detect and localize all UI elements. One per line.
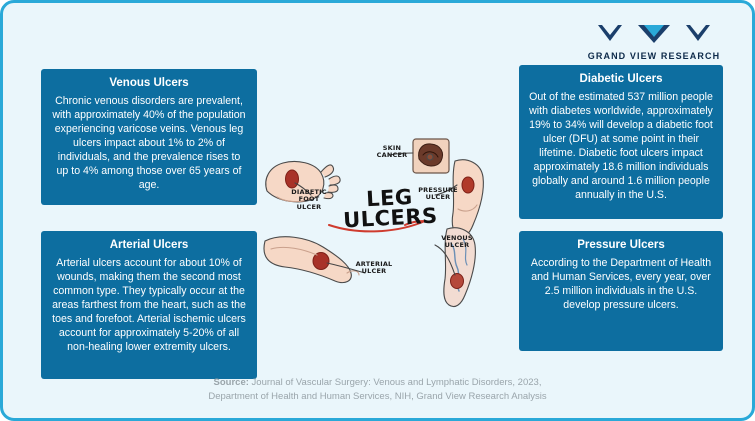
card-arterial-body: Arterial ulcers account for about 10% of wounds, making them the second most common type. They typically occur at the areas farthest from the heart, such as the toes and forefoot. Arterial ischemic ulcers account for approximately 5-20% of all non-healing lower extremity ulcers. (52, 256, 246, 353)
card-venous-ulcers (41, 69, 257, 205)
leg-ulcers-illustration (259, 133, 517, 315)
source-note (3, 376, 752, 404)
label-pressure-ulcer: PRESSURE ULCER (418, 186, 458, 202)
label-venous-ulcer: VENOUS ULCER (441, 234, 473, 250)
card-pressure-ulcers (519, 231, 723, 351)
card-venous-body: Chronic venous disorders are prevalent, with approximately 40% of the population experiencing varicose veins. Venous leg ulcers impact about 1% to 2% of individuals, and the prevalence rises to up to 4% among those over 65 years of age. (52, 94, 246, 191)
label-diabetic-foot-ulcer: DIABETIC FOOT ULCER (291, 188, 327, 211)
source-line-1: Journal of Vascular Surgery: Venous and Lymphatic Disorders, 2023, (248, 377, 542, 389)
source-label: Source: (213, 377, 249, 389)
label-arterial-ulcer: ARTERIAL ULCER (355, 260, 393, 276)
card-arterial-ulcers (41, 231, 257, 379)
source-line-2: Department of Health and Human Services, NIH, Grand View Research Analysis (208, 391, 547, 403)
card-diabetic-ulcers (519, 65, 723, 219)
card-venous-title: Venous Ulcers (109, 77, 189, 89)
card-pressure-title: Pressure Ulcers (577, 239, 665, 251)
card-arterial-title: Arterial Ulcers (109, 239, 189, 251)
card-diabetic-body: Out of the estimated 537 million people with diabetes worldwide, approximately 19% to 34% will develop a diabetic foot ulcer (DFU) at some point in their lifetime. Diabetic foot ulcers impact approximately 18.6 million individuals globally and around 1.6 million people annually in the U.S. (529, 90, 713, 201)
logo-text: GRAND VIEW RESEARCH (587, 51, 721, 61)
brand-logo (574, 21, 734, 61)
card-pressure-body: According to the Department of Health and Human Services, every year, over 2.5 million individuals in the U.S. develop pressure ulcers. (530, 256, 712, 311)
logo-mark-icon (594, 21, 714, 47)
illustration-title-line2: ULCERS (342, 203, 439, 233)
label-skin-cancer: SKIN CANCER (376, 144, 408, 160)
card-diabetic-title: Diabetic Ulcers (579, 73, 663, 85)
illustration-title-line1: LEG (365, 184, 414, 212)
